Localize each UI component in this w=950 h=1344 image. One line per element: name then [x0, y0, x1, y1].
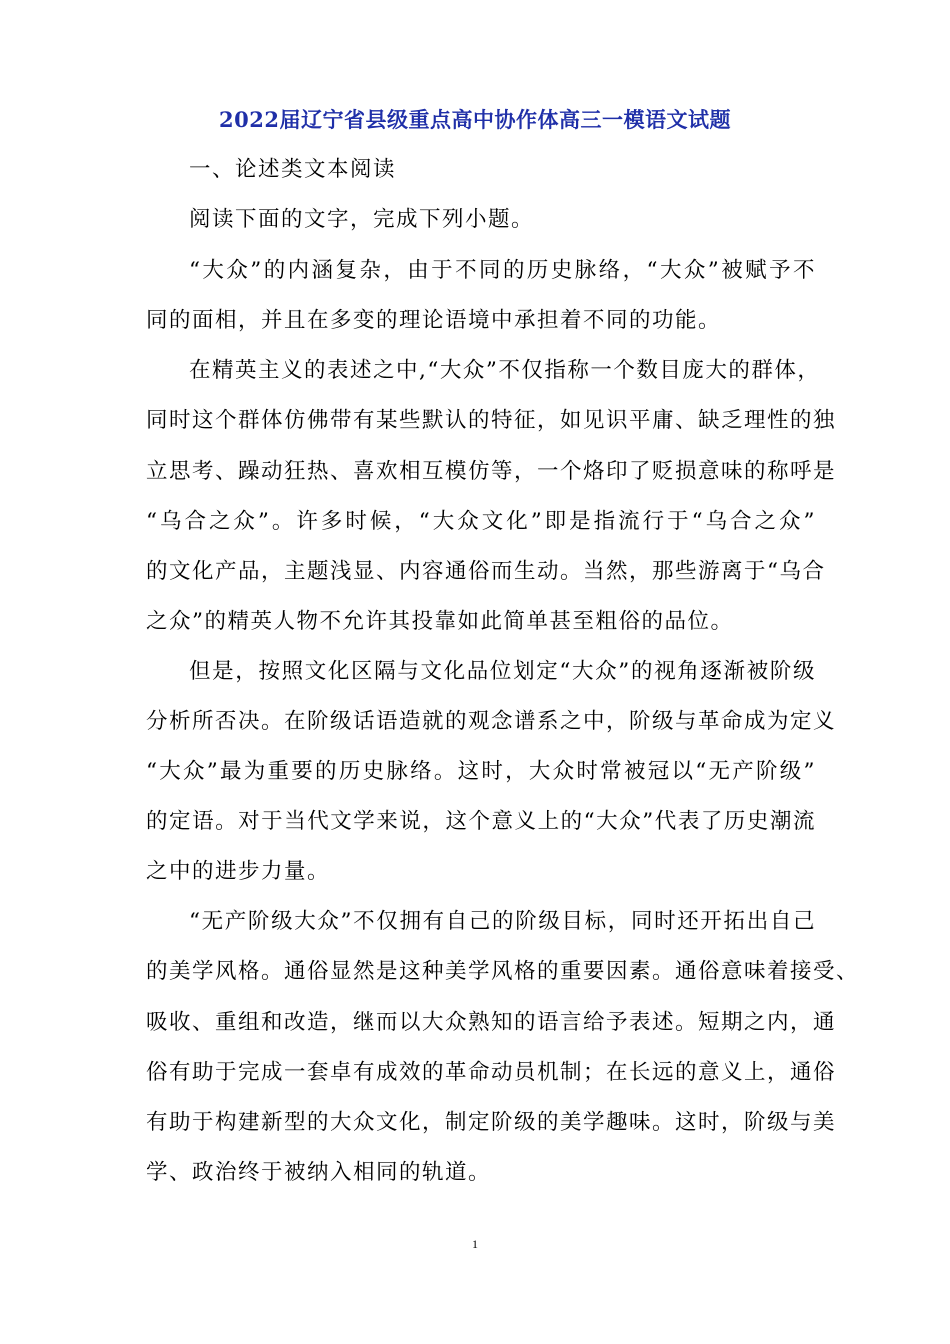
paragraph-line: 有助于构建新型的大众文化，制定阶级的美学趣味。这时，阶级与美 [146, 1110, 837, 1135]
paragraph-line: 但是，按照文化区隔与文化品位划定“大众”的视角逐渐被阶级 [189, 659, 816, 684]
paragraph-line: 学、政治终于被纳入相同的轨道。 [146, 1160, 492, 1185]
paragraph-line: 同时这个群体仿佛带有某些默认的特征，如见识平庸、缺乏理性的独 [146, 408, 837, 433]
paragraph-line: 的美学风格。通俗显然是这种美学风格的重要因素。通俗意味着接受、 [146, 959, 860, 984]
reading-instruction: 阅读下面的文字，完成下列小题。 [189, 207, 535, 232]
paragraph-line: “无产阶级大众”不仅拥有自己的阶级目标，同时还开拓出自己 [189, 909, 816, 934]
paragraph-line: 吸收、重组和改造，继而以大众熟知的语言给予表述。短期之内，通 [146, 1010, 837, 1035]
section-heading: 一、论述类文本阅读 [189, 157, 397, 182]
paragraph-line: 俗有助于完成一套卓有成效的革命动员机制；在长远的意义上，通俗 [146, 1060, 837, 1085]
paragraph-line: 立思考、躁动狂热、喜欢相互模仿等，一个烙印了贬损意味的称呼是 [146, 459, 837, 484]
paragraph-line: 分析所否决。在阶级话语造就的观念谱系之中，阶级与革命成为定义 [146, 709, 837, 734]
paragraph-line: 同的面相，并且在多变的理论语境中承担着不同的功能。 [146, 308, 722, 333]
paragraph-line: 之众”的精英人物不允许其投靠如此简单甚至粗俗的品位。 [146, 609, 734, 634]
paragraph-line: 的定语。对于当代文学来说，这个意义上的“大众”代表了历史潮流 [146, 809, 816, 834]
paragraph-line: 的文化产品，主题浅显、内容通俗而生动。当然，那些游离于“乌合 [146, 559, 826, 584]
paragraph-line: 之中的进步力量。 [146, 859, 331, 884]
paragraph-line: “大众”的内涵复杂，由于不同的历史脉络，“大众”被赋予不 [189, 258, 816, 283]
paragraph-line: 在精英主义的表述之中,“大众”不仅指称一个数目庞大的群体， [189, 358, 821, 383]
document-title: 2022届辽宁省县级重点高中协作体高三一模语文试题 [219, 107, 731, 132]
page-number: 1 [472, 1237, 478, 1251]
paragraph-line: “乌合之众”。许多时候，“大众文化”即是指流行于“乌合之众” [146, 509, 816, 534]
paragraph-line: “大众”最为重要的历史脉络。这时，大众时常被冠以“无产阶级” [146, 759, 816, 784]
